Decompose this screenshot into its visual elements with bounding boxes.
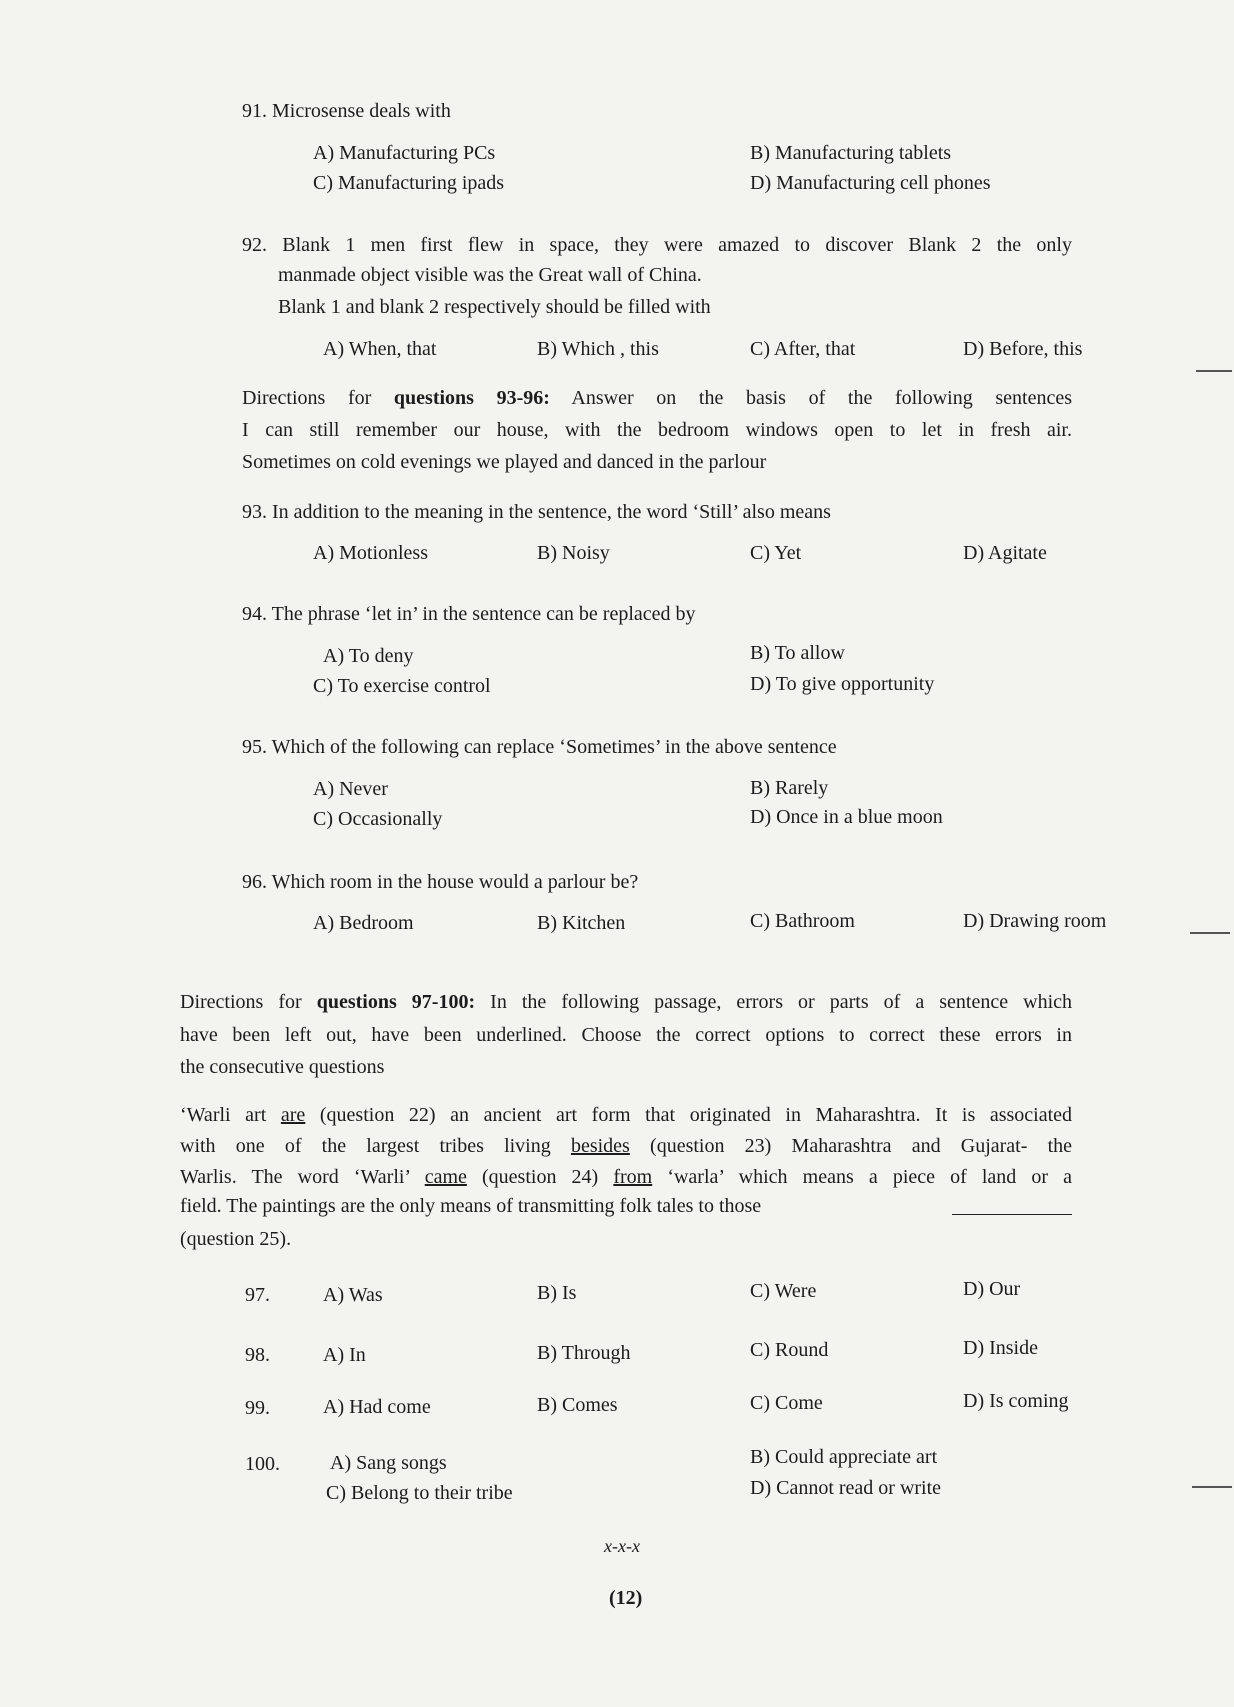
directions-97-100-line-1 <box>180 987 1072 1017</box>
scan-edge-mark <box>1192 1486 1232 1488</box>
directions-text: Answer on the basis of the following sentences <box>571 387 1072 409</box>
q93-option-c: C) Yet <box>750 542 802 564</box>
q94-option-b: B) To allow <box>750 642 845 664</box>
passage-text: (question 23) <box>650 1135 772 1157</box>
directions-prefix: Directions for <box>242 387 372 409</box>
question-92-line-2: manmade object visible was the Great wall of China. <box>278 264 702 286</box>
directions-text: In the following passage, errors or parts of a sentence which <box>490 991 1073 1013</box>
question-92-line-1: 92. Blank 1 men first flew in space, they were amazed to discover Blank 2 the only <box>242 234 1072 256</box>
blank-line <box>952 1198 1072 1215</box>
question-91: 91. Microsense deals with <box>242 100 451 122</box>
directions-93-96-line-2: I can still remember our house, with the bedroom windows open to let in fresh air. <box>242 419 1072 441</box>
q97-option-d: D) Our <box>963 1278 1021 1300</box>
scan-edge-mark <box>1196 370 1232 372</box>
q95-option-c: C) Occasionally <box>313 808 443 830</box>
q95-option-d: D) Once in a blue moon <box>750 806 943 828</box>
passage-text: Warlis. The word ‘Warli’ <box>180 1166 410 1188</box>
passage-text: field. The paintings are the only means of transmitting folk tales to those <box>180 1195 762 1217</box>
q99-option-a: A) Had come <box>323 1396 431 1418</box>
question-92-line-3: Blank 1 and blank 2 respectively should be filled with <box>278 296 711 318</box>
underlined-error: besides <box>570 1135 630 1157</box>
passage-line-3 <box>180 1162 1072 1192</box>
q95-option-b: B) Rarely <box>750 777 829 799</box>
q93-option-b: B) Noisy <box>537 542 610 564</box>
q91-option-d: D) Manufacturing cell phones <box>750 172 991 194</box>
q92-option-b: B) Which , this <box>537 338 659 360</box>
q100-option-d: D) Cannot read or write <box>750 1477 942 1499</box>
q96-option-b: B) Kitchen <box>537 912 626 934</box>
directions-97-100-line-3: the consecutive questions <box>180 1056 385 1078</box>
scan-edge-mark <box>1190 932 1230 934</box>
q92-option-d: D) Before, this <box>963 338 1083 360</box>
question-100-number: 100. <box>245 1453 280 1475</box>
q96-option-a: A) Bedroom <box>313 912 414 934</box>
passage-text: Maharashtra and Gujarat- the <box>791 1135 1073 1157</box>
directions-question-range: questions 93-96: <box>393 387 550 409</box>
page-number: (12) <box>609 1587 643 1609</box>
underlined-error: are <box>280 1104 306 1126</box>
q98-option-c: C) Round <box>750 1339 829 1361</box>
q99-option-c: C) Come <box>750 1392 823 1414</box>
question-95: 95. Which of the following can replace ‘Sometimes’ in the above sentence <box>242 736 837 758</box>
q93-option-a: A) Motionless <box>313 542 428 564</box>
passage-line-2 <box>180 1131 1072 1161</box>
q91-option-c: C) Manufacturing ipads <box>313 172 505 194</box>
q94-option-a: A) To deny <box>323 645 414 667</box>
q100-option-b: B) Could appreciate art <box>750 1446 938 1468</box>
passage-text: ‘warla’ which means a piece of land or a <box>667 1166 1073 1188</box>
directions-prefix: Directions for <box>180 991 302 1013</box>
q94-option-c: C) To exercise control <box>313 675 491 697</box>
q97-option-c: C) Were <box>750 1280 817 1302</box>
q92-option-a: A) When, that <box>323 338 437 360</box>
q91-option-b: B) Manufacturing tablets <box>750 142 952 164</box>
passage-line-4 <box>180 1193 761 1219</box>
q95-option-a: A) Never <box>313 778 388 800</box>
underlined-error: came <box>424 1166 467 1188</box>
q98-option-d: D) Inside <box>963 1337 1038 1359</box>
q100-option-a: A) Sang songs <box>330 1452 447 1474</box>
q100-option-c: C) Belong to their tribe <box>326 1482 513 1504</box>
q92-option-c: C) After, that <box>750 338 856 360</box>
q94-option-d: D) To give opportunity <box>750 673 935 695</box>
q91-option-a: A) Manufacturing PCs <box>313 142 496 164</box>
question-96: 96. Which room in the house would a parlour be? <box>242 871 639 893</box>
q93-option-d: D) Agitate <box>963 542 1047 564</box>
passage-text: with one of the largest tribes living <box>180 1135 551 1157</box>
directions-93-96-line-1 <box>242 383 1072 413</box>
passage-line-5: (question 25). <box>180 1228 292 1250</box>
q98-option-a: A) In <box>323 1344 366 1366</box>
passage-line-1 <box>180 1100 1072 1130</box>
directions-97-100-line-2: have been left out, have been underlined. Choose the correct options to correct these errors in <box>180 1024 1072 1046</box>
q99-option-d: D) Is coming <box>963 1390 1069 1412</box>
question-99-number: 99. <box>245 1397 270 1419</box>
question-94: 94. The phrase ‘let in’ in the sentence can be replaced by <box>242 603 696 625</box>
question-98-number: 98. <box>245 1344 270 1366</box>
q96-option-c: C) Bathroom <box>750 910 855 932</box>
passage-text: ‘Warli art <box>180 1104 267 1126</box>
passage-text: (question 22) an ancient art form that originated in Maharashtra. It is associated <box>319 1104 1073 1126</box>
question-97-number: 97. <box>245 1284 270 1306</box>
q97-option-b: B) Is <box>537 1282 577 1304</box>
directions-question-range: questions 97-100: <box>316 991 476 1013</box>
q98-option-b: B) Through <box>537 1342 631 1364</box>
q99-option-b: B) Comes <box>537 1394 618 1416</box>
q96-option-d: D) Drawing room <box>963 910 1107 932</box>
question-93: 93. In addition to the meaning in the sentence, the word ‘Still’ also means <box>242 501 831 523</box>
underlined-error: from <box>613 1166 653 1188</box>
q97-option-a: A) Was <box>323 1284 383 1306</box>
directions-93-96-line-3: Sometimes on cold evenings we played and danced in the parlour <box>242 451 767 473</box>
end-mark: x-x-x <box>604 1536 640 1556</box>
passage-text: (question 24) <box>482 1166 599 1188</box>
